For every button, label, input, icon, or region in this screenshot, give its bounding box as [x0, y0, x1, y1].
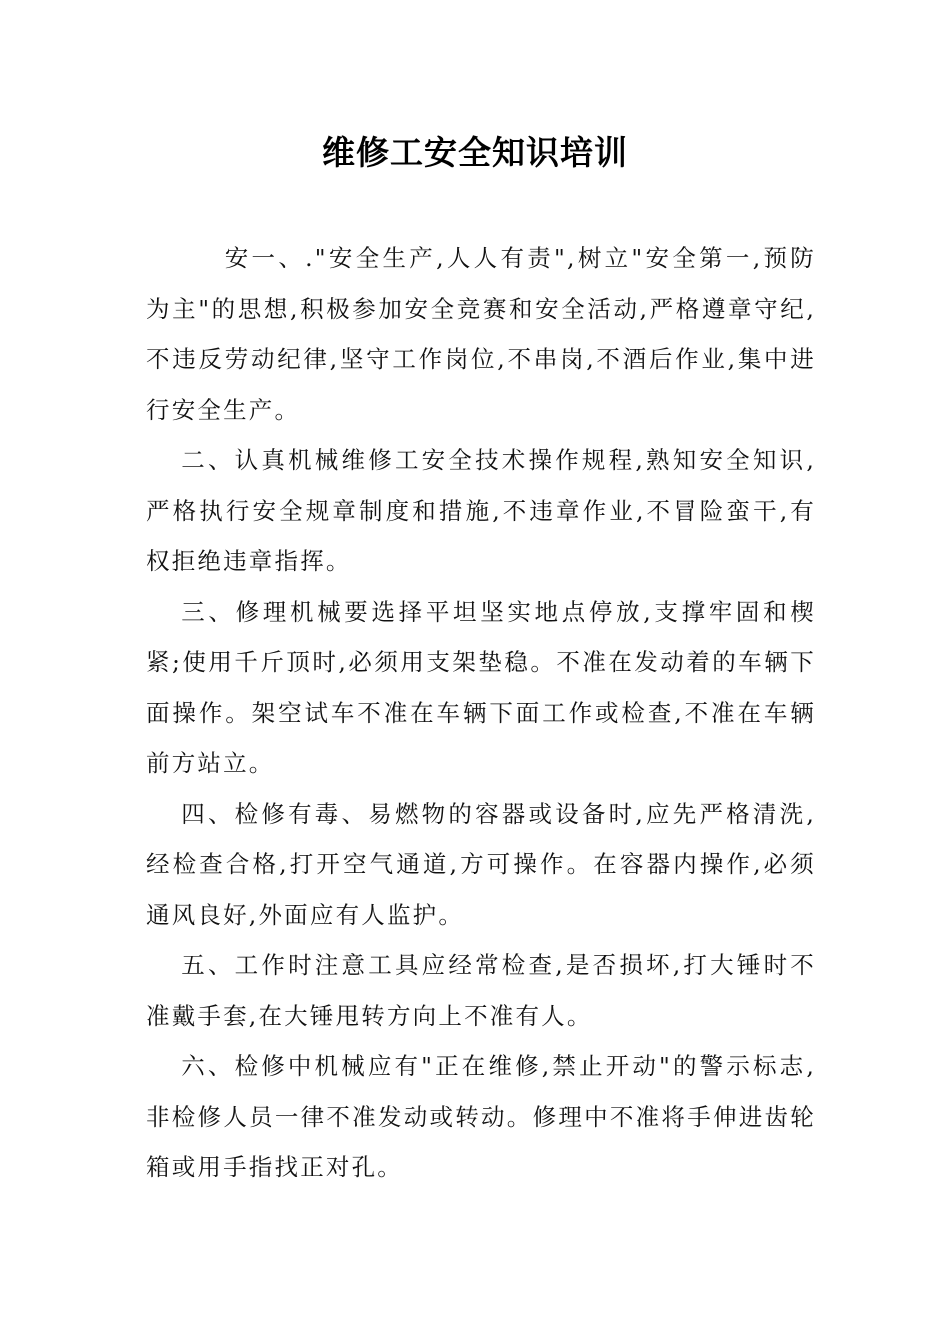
paragraph-6: 六、检修中机械应有"正在维修,禁止开动"的警示标志,非检修人员一律不准发动或转动。修理中不准将手伸进齿轮箱或用手指找正对孔。	[146, 1052, 816, 1181]
document-title: 维修工安全知识培训	[322, 133, 628, 172]
paragraph-4: 四、检修有毒、易燃物的容器或设备时,应先严格清洗,经检查合格,打开空气通道,方可操作。在容器内操作,必须通风良好,外面应有人监护。	[146, 799, 816, 929]
paragraph-2: 二、认真机械维修工安全技术操作规程,熟知安全知识,严格执行安全规章制度和措施,不违章作业,不冒险蛮干,有权拒绝违章指挥。	[146, 446, 816, 575]
paragraph-3: 三、修理机械要选择平坦坚实地点停放,支撑牢固和楔紧;使用千斤顶时,必须用支架垫稳。不准在发动着的车辆下面操作。架空试车不准在车辆下面工作或检查,不准在车辆前方站立。	[146, 597, 816, 777]
document-body	[146, 233, 816, 1193]
paragraph-5: 五、工作时注意工具应经常检查,是否损坏,打大锤时不准戴手套,在大锤甩转方向上不准有人。	[146, 951, 816, 1030]
paragraph-1: 安一、."安全生产,人人有责",树立"安全第一,预防为主"的思想,积极参加安全竞赛和安全活动,严格遵章守纪,不违反劳动纪律,坚守工作岗位,不串岗,不酒后作业,集中进行安全生产。	[146, 244, 816, 424]
